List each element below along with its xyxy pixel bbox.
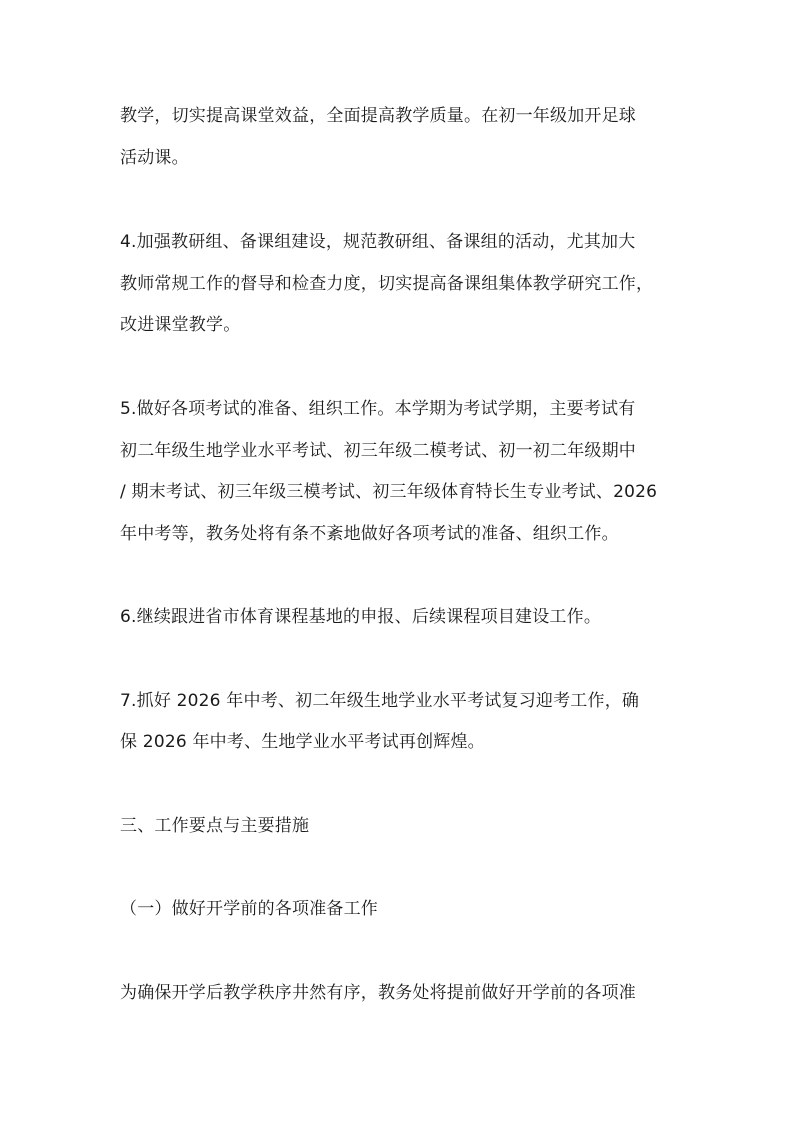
item-5-line-4: 年中考等，教务处将有条不紊地做好各项考试的准备、组织工作。 (120, 524, 619, 544)
item-4-line-3: 改进课堂教学。 (120, 315, 241, 335)
item-4-line-2: 教师常规工作的督导和检查力度，切实提高备课组集体教学研究工作， (120, 274, 654, 294)
paragraph-3-line-2: 活动课。 (120, 148, 189, 168)
paragraph-final-line-1: 为确保开学后教学秩序井然有序，教务处将提前做好开学前的各项准 (120, 983, 636, 1003)
item-5-line-3: / 期末考试、初三年级三模考试、初三年级体育特长生专业考试、2026 (120, 482, 658, 502)
item-5-line-1: 5.做好各项考试的准备、组织工作。本学期为考试学期，主要考试有 (120, 399, 636, 419)
item-4-line-1: 4.加强教研组、备课组建设，规范教研组、备课组的活动，尤其加大 (120, 232, 636, 252)
item-6-line-1: 6.继续跟进省市体育课程基地的申报、后续课程项目建设工作。 (120, 607, 602, 627)
item-7-line-2: 保 2026 年中考、生地学业水平考试再创辉煌。 (120, 732, 485, 752)
subsection-heading-1: （一）做好开学前的各项准备工作 (120, 899, 378, 919)
section-heading-3: 三、工作要点与主要措施 (120, 816, 310, 836)
item-5-line-2: 初二年级生地学业水平考试、初三年级二模考试、初一初二年级期中 (120, 441, 636, 461)
paragraph-3-line-1: 教学，切实提高课堂效益，全面提高教学质量。在初一年级加开足球 (120, 106, 636, 126)
item-7-line-1: 7.抓好 2026 年中考、初二年级生地学业水平考试复习迎考工作，确 (120, 691, 640, 711)
